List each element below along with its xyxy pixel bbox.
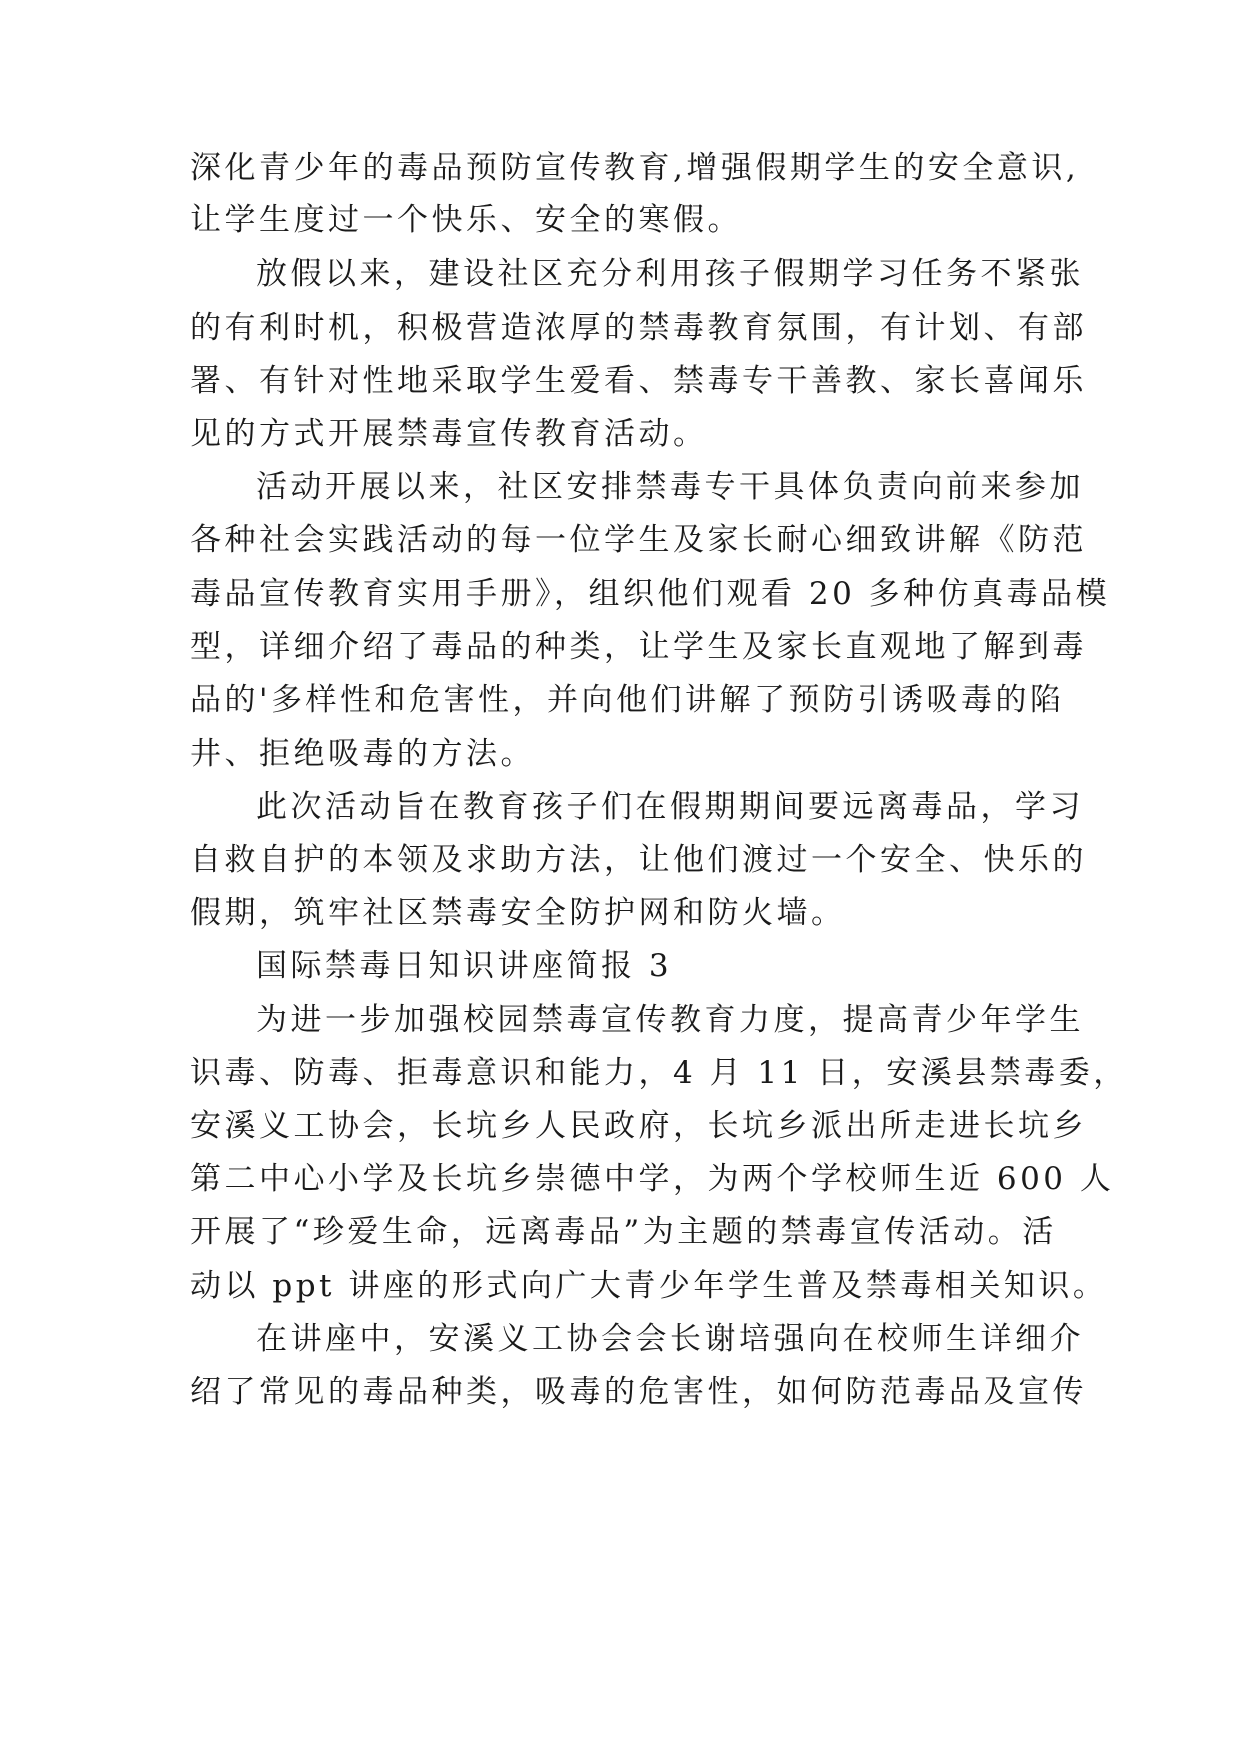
text-line: 型，详细介绍了毒品的种类，让学生及家长直观地了解到毒 xyxy=(190,629,1087,665)
paragraph-start-line: 此次活动旨在教育孩子们在假期期间要远离毒品，学习 xyxy=(256,789,1084,825)
section-heading: 国际禁毒日知识讲座简报 3 xyxy=(256,948,673,984)
text-line: 毒品宣传教育实用手册》，组织他们观看 20 多种仿真毒品模 xyxy=(190,576,1111,612)
text-line: 动以 ppt 讲座的形式向广大青少年学生普及禁毒相关知识。 xyxy=(190,1268,1108,1304)
paragraph-start-line: 放假以来，建设社区充分利用孩子假期学习任务不紧张 xyxy=(256,256,1084,292)
text-line: 第二中心小学及长坑乡崇德中学，为两个学校师生近 600 人 xyxy=(190,1161,1115,1197)
text-line: 井、拒绝吸毒的方法。 xyxy=(190,736,535,772)
text-line: 品的'多样性和危害性，并向他们讲解了预防引诱吸毒的陷 xyxy=(190,682,1065,718)
text-line: 绍了常见的毒品种类，吸毒的危害性，如何防范毒品及宣传 xyxy=(190,1374,1087,1410)
text-line: 开展了“珍爱生命，远离毒品”为主题的禁毒宣传活动。活 xyxy=(190,1214,1057,1250)
text-line: 假期，筑牢社区禁毒安全防护网和防火墙。 xyxy=(190,895,846,931)
paragraph-start-line: 活动开展以来，社区安排禁毒专干具体负责向前来参加 xyxy=(256,469,1084,505)
text-line: 各种社会实践活动的每一位学生及家长耐心细致讲解《防范 xyxy=(190,522,1087,558)
text-line: 让学生度过一个快乐、安全的寒假。 xyxy=(190,202,742,238)
text-line: 深化青少年的毒品预防宣传教育,增强假期学生的安全意识, xyxy=(190,150,1080,186)
text-line: 署、有针对性地采取学生爱看、禁毒专干善教、家长喜闻乐 xyxy=(190,363,1087,399)
paragraph-start-line: 在讲座中，安溪义工协会会长谢培强向在校师生详细介 xyxy=(256,1321,1084,1357)
text-line: 的有利时机，积极营造浓厚的禁毒教育氛围，有计划、有部 xyxy=(190,310,1087,346)
text-line: 见的方式开展禁毒宣传教育活动。 xyxy=(190,416,708,452)
paragraph-start-line: 为进一步加强校园禁毒宣传教育力度，提高青少年学生 xyxy=(256,1002,1084,1038)
text-line: 识毒、防毒、拒毒意识和能力，4 月 11 日，安溪县禁毒委， xyxy=(190,1055,1128,1091)
text-line: 安溪义工协会，长坑乡人民政府，长坑乡派出所走进长坑乡 xyxy=(190,1108,1087,1144)
text-line: 自救自护的本领及求助方法，让他们渡过一个安全、快乐的 xyxy=(190,842,1087,878)
